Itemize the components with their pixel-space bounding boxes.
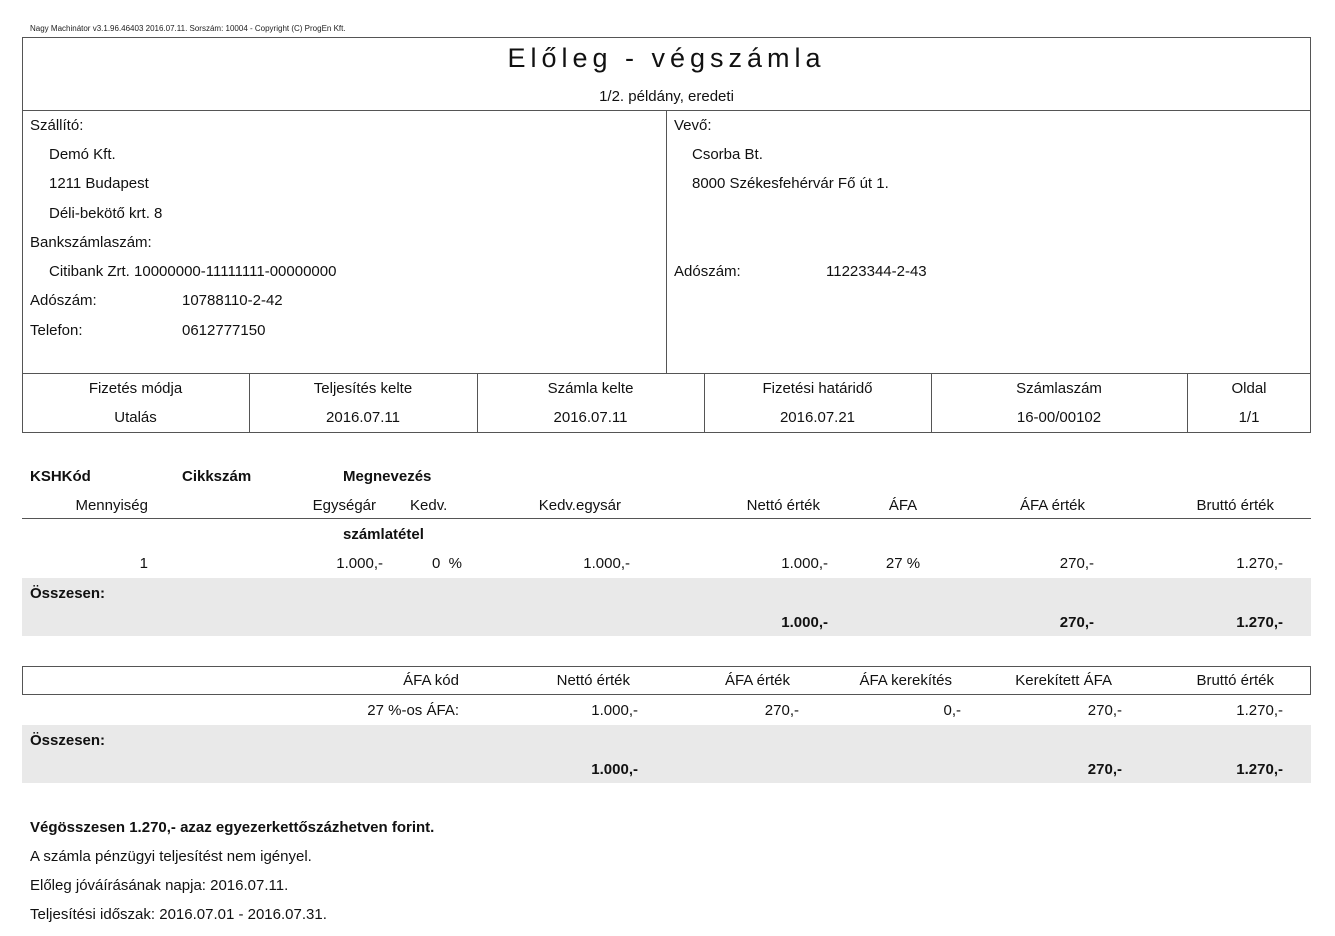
- vat-total-label: Összesen:: [30, 732, 106, 749]
- items-total-band: [22, 578, 1311, 636]
- item-qty: 1: [139, 555, 148, 572]
- items-total-gross: 1.270,-: [1236, 614, 1283, 631]
- software-info: Nagy Machinátor v3.1.96.46403 2016.07.11. Sorszám: 10004 - Copyright (C) ProgEn Kft.: [30, 24, 346, 33]
- advance-date: Előleg jóváírásának napja: 2016.07.11.: [30, 877, 289, 894]
- vat-row-code: 27 %-os ÁFA:: [367, 702, 459, 719]
- item-discounted-price: 1.000,-: [583, 555, 630, 572]
- item-discount: 0 %: [432, 555, 463, 572]
- due-date-value: 2016.07.21: [779, 409, 856, 426]
- payment-method-label: Fizetés módja: [88, 380, 183, 397]
- item-net: 1.000,-: [781, 555, 828, 572]
- seller-tax-value: 10788110-2-42: [182, 292, 283, 309]
- col-ksh: KSHKód: [30, 468, 91, 485]
- col-kedv: Kedv.: [410, 497, 448, 514]
- seller-city: 1211 Budapest: [49, 175, 149, 192]
- item-name: számlatétel: [343, 526, 424, 543]
- vat-row-net: 1.000,-: [591, 702, 638, 719]
- vat-col-code: ÁFA kód: [403, 672, 459, 689]
- parties-divider: [666, 110, 667, 374]
- item-gross: 1.270,-: [1236, 555, 1283, 572]
- col-brutto: Bruttó érték: [1196, 497, 1274, 514]
- col-cikkszam: Cikkszám: [182, 468, 252, 485]
- buyer-heading: Vevő:: [674, 117, 712, 134]
- vat-total-gross: 1.270,-: [1236, 761, 1283, 778]
- invoice-date-label: Számla kelte: [547, 380, 634, 397]
- copy-info: 1/2. példány, eredeti: [599, 88, 734, 105]
- col-megnevezes: Megnevezés: [343, 468, 432, 485]
- vat-row-vat: 270,-: [764, 702, 799, 719]
- items-total-net: 1.000,-: [781, 614, 828, 631]
- col-afa-ertek: ÁFA érték: [1019, 497, 1085, 514]
- fulfillment-date-label: Teljesítés kelte: [313, 380, 413, 397]
- fulfillment-date-value: 2016.07.11: [326, 409, 400, 426]
- vat-row-gross: 1.270,-: [1236, 702, 1283, 719]
- col-kedv-egysegar: Kedv.egysár: [538, 497, 621, 514]
- col-mennyiseg: Mennyiség: [75, 497, 148, 514]
- vat-row-rounding: 0,-: [943, 702, 961, 719]
- invoice-date-value: 2016.07.11: [553, 409, 628, 426]
- vat-col-vat: ÁFA érték: [724, 672, 790, 689]
- buyer-address: 8000 Székesfehérvár Fő út 1.: [692, 175, 889, 192]
- item-vat-value: 270,-: [1059, 555, 1094, 572]
- vat-row-rounded: 270,-: [1087, 702, 1122, 719]
- items-total-vat: 270,-: [1059, 614, 1094, 631]
- buyer-tax-label: Adószám:: [674, 263, 741, 280]
- page-label: Oldal: [1231, 380, 1267, 397]
- seller-name: Demó Kft.: [49, 146, 116, 163]
- vat-total-rounded: 270,-: [1087, 761, 1122, 778]
- vat-col-rounding: ÁFA kerekítés: [859, 672, 952, 689]
- invoice-number-label: Számlaszám: [1016, 380, 1102, 397]
- item-vat-rate: 27 %: [885, 555, 921, 572]
- col-afa: ÁFA: [888, 497, 918, 514]
- item-unit-price: 1.000,-: [336, 555, 383, 572]
- vat-col-gross: Bruttó érték: [1196, 672, 1274, 689]
- vat-col-net: Nettó érték: [556, 672, 630, 689]
- seller-tax-label: Adószám:: [30, 292, 97, 309]
- payment-note: A számla pénzügyi teljesítést nem igényel.: [30, 848, 312, 865]
- payment-method-value: Utalás: [114, 409, 157, 426]
- invoice-number-value: 16-00/00102: [1016, 409, 1102, 426]
- seller-heading: Szállító:: [30, 117, 84, 134]
- total-in-words: Végösszesen 1.270,- azaz egyezerkettőszázhetven forint.: [30, 819, 435, 836]
- buyer-tax-value: 11223344-2-43: [826, 263, 927, 280]
- fulfillment-period: Teljesítési időszak: 2016.07.01 - 2016.07.31.: [30, 906, 327, 923]
- seller-phone-value: 0612777150: [182, 322, 266, 339]
- seller-street: Déli-bekötő krt. 8: [49, 205, 163, 222]
- due-date-label: Fizetési határidő: [762, 380, 873, 397]
- seller-phone-label: Telefon:: [30, 322, 83, 339]
- items-total-label: Összesen:: [30, 585, 106, 602]
- seller-bank-label: Bankszámlaszám:: [30, 234, 152, 251]
- buyer-name: Csorba Bt.: [692, 146, 763, 163]
- col-egysegar: Egységár: [312, 497, 376, 514]
- col-netto: Nettó érték: [746, 497, 820, 514]
- vat-total-net: 1.000,-: [591, 761, 638, 778]
- seller-bank-value: Citibank Zrt. 10000000-11111111-00000000: [49, 263, 337, 280]
- items-header-rule: [22, 518, 1311, 519]
- invoice-title: Előleg - végszámla: [507, 43, 826, 73]
- vat-col-rounded: Kerekített ÁFA: [1015, 672, 1112, 689]
- page-value: 1/1: [1238, 409, 1260, 426]
